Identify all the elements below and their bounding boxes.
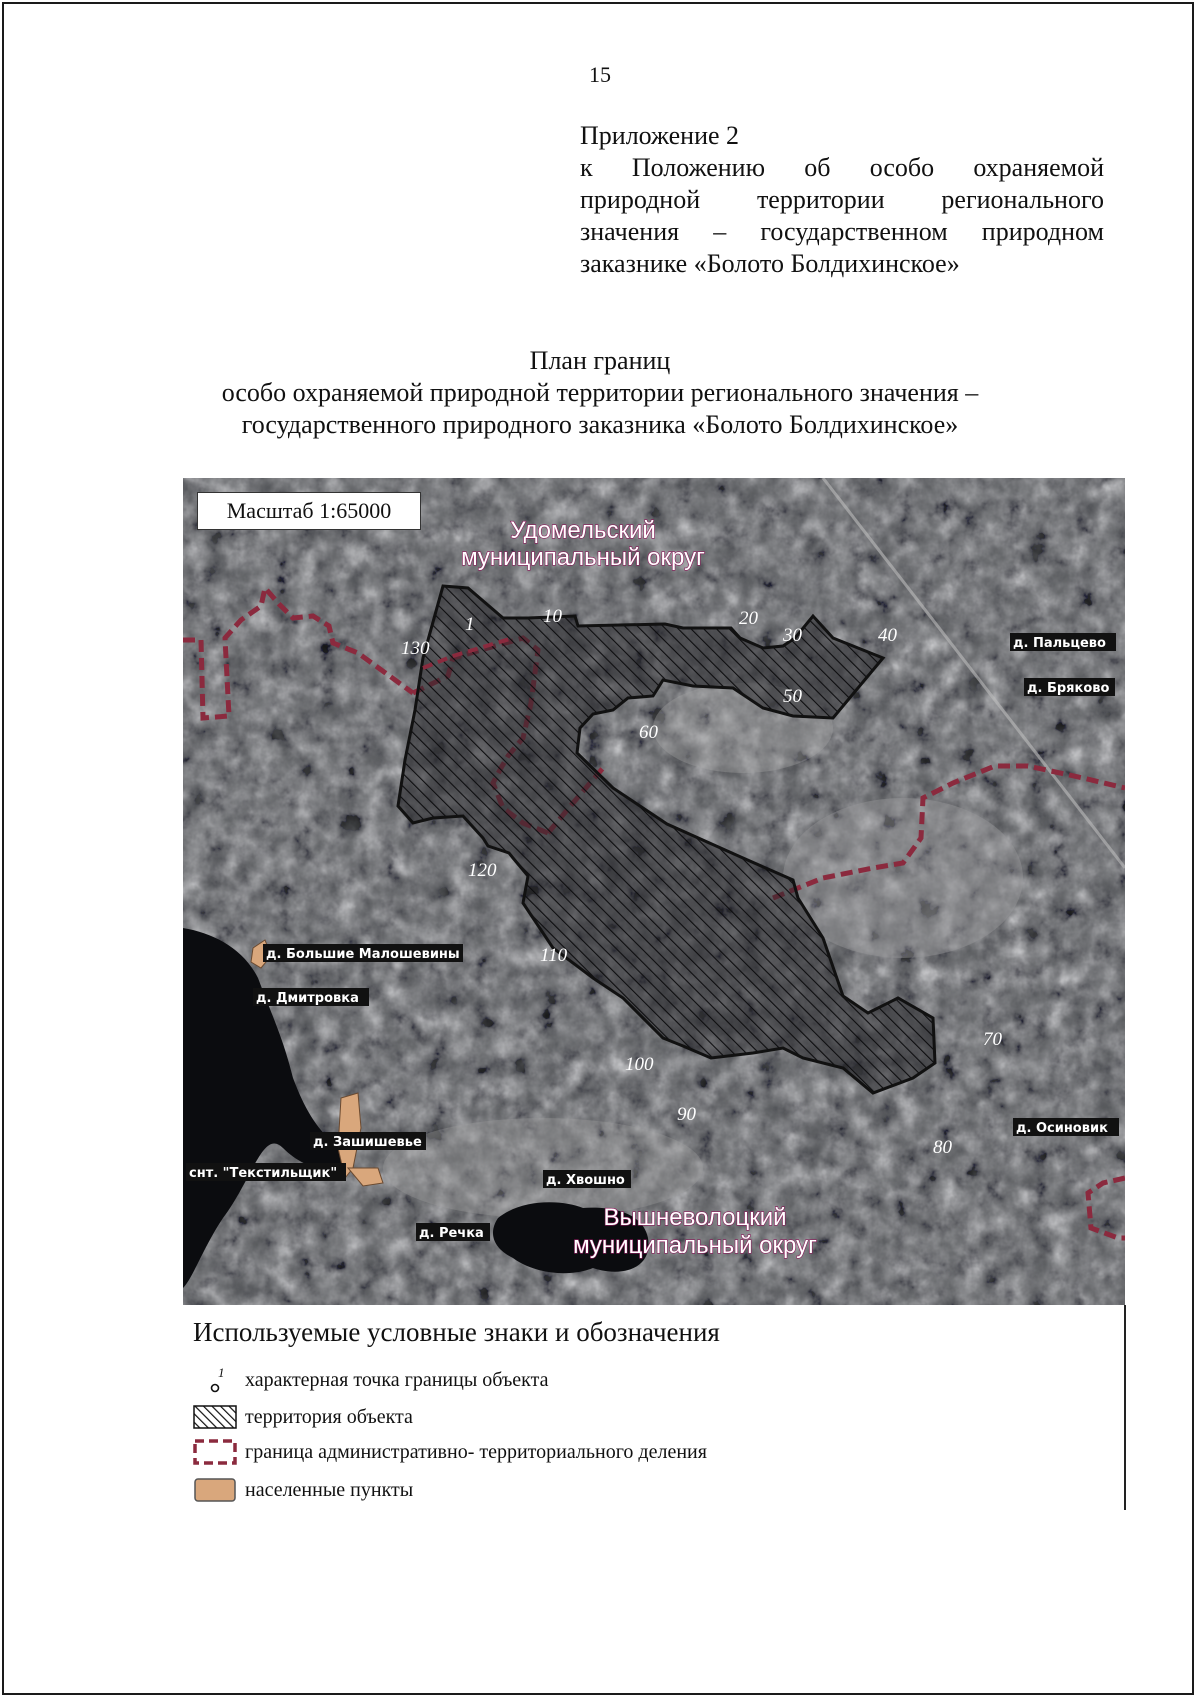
point-label: 20 <box>739 608 758 629</box>
town-label: д. Пальцево <box>1013 636 1106 651</box>
point-label: 130 <box>401 638 430 659</box>
district-label: Вышневолоцкий <box>603 1204 787 1231</box>
appendix-line: природной территории регионального <box>580 185 1104 214</box>
town-label: д. Зашишевье <box>313 1135 422 1150</box>
point-label: 10 <box>543 606 562 627</box>
plan-title-line: государственного природного заказника «Болото Болдихинское» <box>241 410 959 439</box>
appendix-line: к Положению об особо охраняемой <box>580 153 1104 182</box>
point-label: 40 <box>878 625 897 646</box>
point-label: 1 <box>465 614 475 635</box>
legend-label: населенные пункты <box>245 1478 414 1501</box>
point-label: 70 <box>983 1029 1002 1050</box>
legend-label: территория объекта <box>245 1405 413 1428</box>
town-label: д. Бряково <box>1027 681 1110 696</box>
point-label: 50 <box>783 686 802 707</box>
district-label: Удомельский <box>510 517 656 544</box>
legend-divider <box>1124 1305 1126 1510</box>
town-label: д. Речка <box>419 1226 484 1241</box>
point-label: 90 <box>677 1104 696 1125</box>
point-label: 100 <box>625 1054 654 1075</box>
legend-item <box>193 1365 549 1395</box>
town-label: д. Дмитровка <box>256 991 359 1006</box>
point-label: 110 <box>540 945 568 966</box>
point-label: 60 <box>639 722 658 743</box>
appendix-title: Приложение 2 <box>580 121 740 150</box>
admin-border-swatch-icon <box>193 1438 237 1466</box>
scale-label: Масштаб 1:65000 <box>197 492 421 530</box>
legend-title: Используемые условные знаки и обозначения <box>193 1317 720 1347</box>
town-label: снт. "Текстильщик" <box>189 1166 338 1181</box>
legend-label: граница административно- территориального деления <box>245 1440 707 1463</box>
district-label: муниципальный округ <box>573 1232 817 1259</box>
appendix-line: значения – государственном природном <box>580 217 1104 246</box>
plan-title-line: План границ <box>529 346 671 375</box>
town-label: д. Осиновик <box>1016 1121 1108 1136</box>
point-label: 80 <box>933 1137 952 1158</box>
legend-item <box>193 1402 413 1432</box>
legend-item <box>193 1437 707 1467</box>
appendix-block <box>580 120 1104 280</box>
town-label: д. Хвошно <box>546 1173 625 1188</box>
point-label: 120 <box>468 860 497 881</box>
district-label: муниципальный округ <box>461 544 705 571</box>
settlement-swatch-icon <box>193 1476 237 1504</box>
town-label: д. Большие Малошевины <box>266 947 460 962</box>
plan-title <box>0 345 1200 441</box>
legend-item <box>193 1475 413 1505</box>
map-canvas <box>183 478 1125 1305</box>
hatch-swatch-icon <box>193 1403 237 1431</box>
point-label: 30 <box>783 625 802 646</box>
page-number: 15 <box>589 62 611 87</box>
legend-label: характерная точка границы объекта <box>245 1368 549 1391</box>
appendix-line: заказнике «Болото Болдихинское» <box>580 249 960 278</box>
satellite-map[interactable] <box>183 478 1125 1305</box>
point-marker-icon <box>193 1366 237 1394</box>
plan-title-line: особо охраняемой природной территории регионального значения – <box>221 378 979 407</box>
point-marker-number: 1 <box>218 1366 225 1380</box>
